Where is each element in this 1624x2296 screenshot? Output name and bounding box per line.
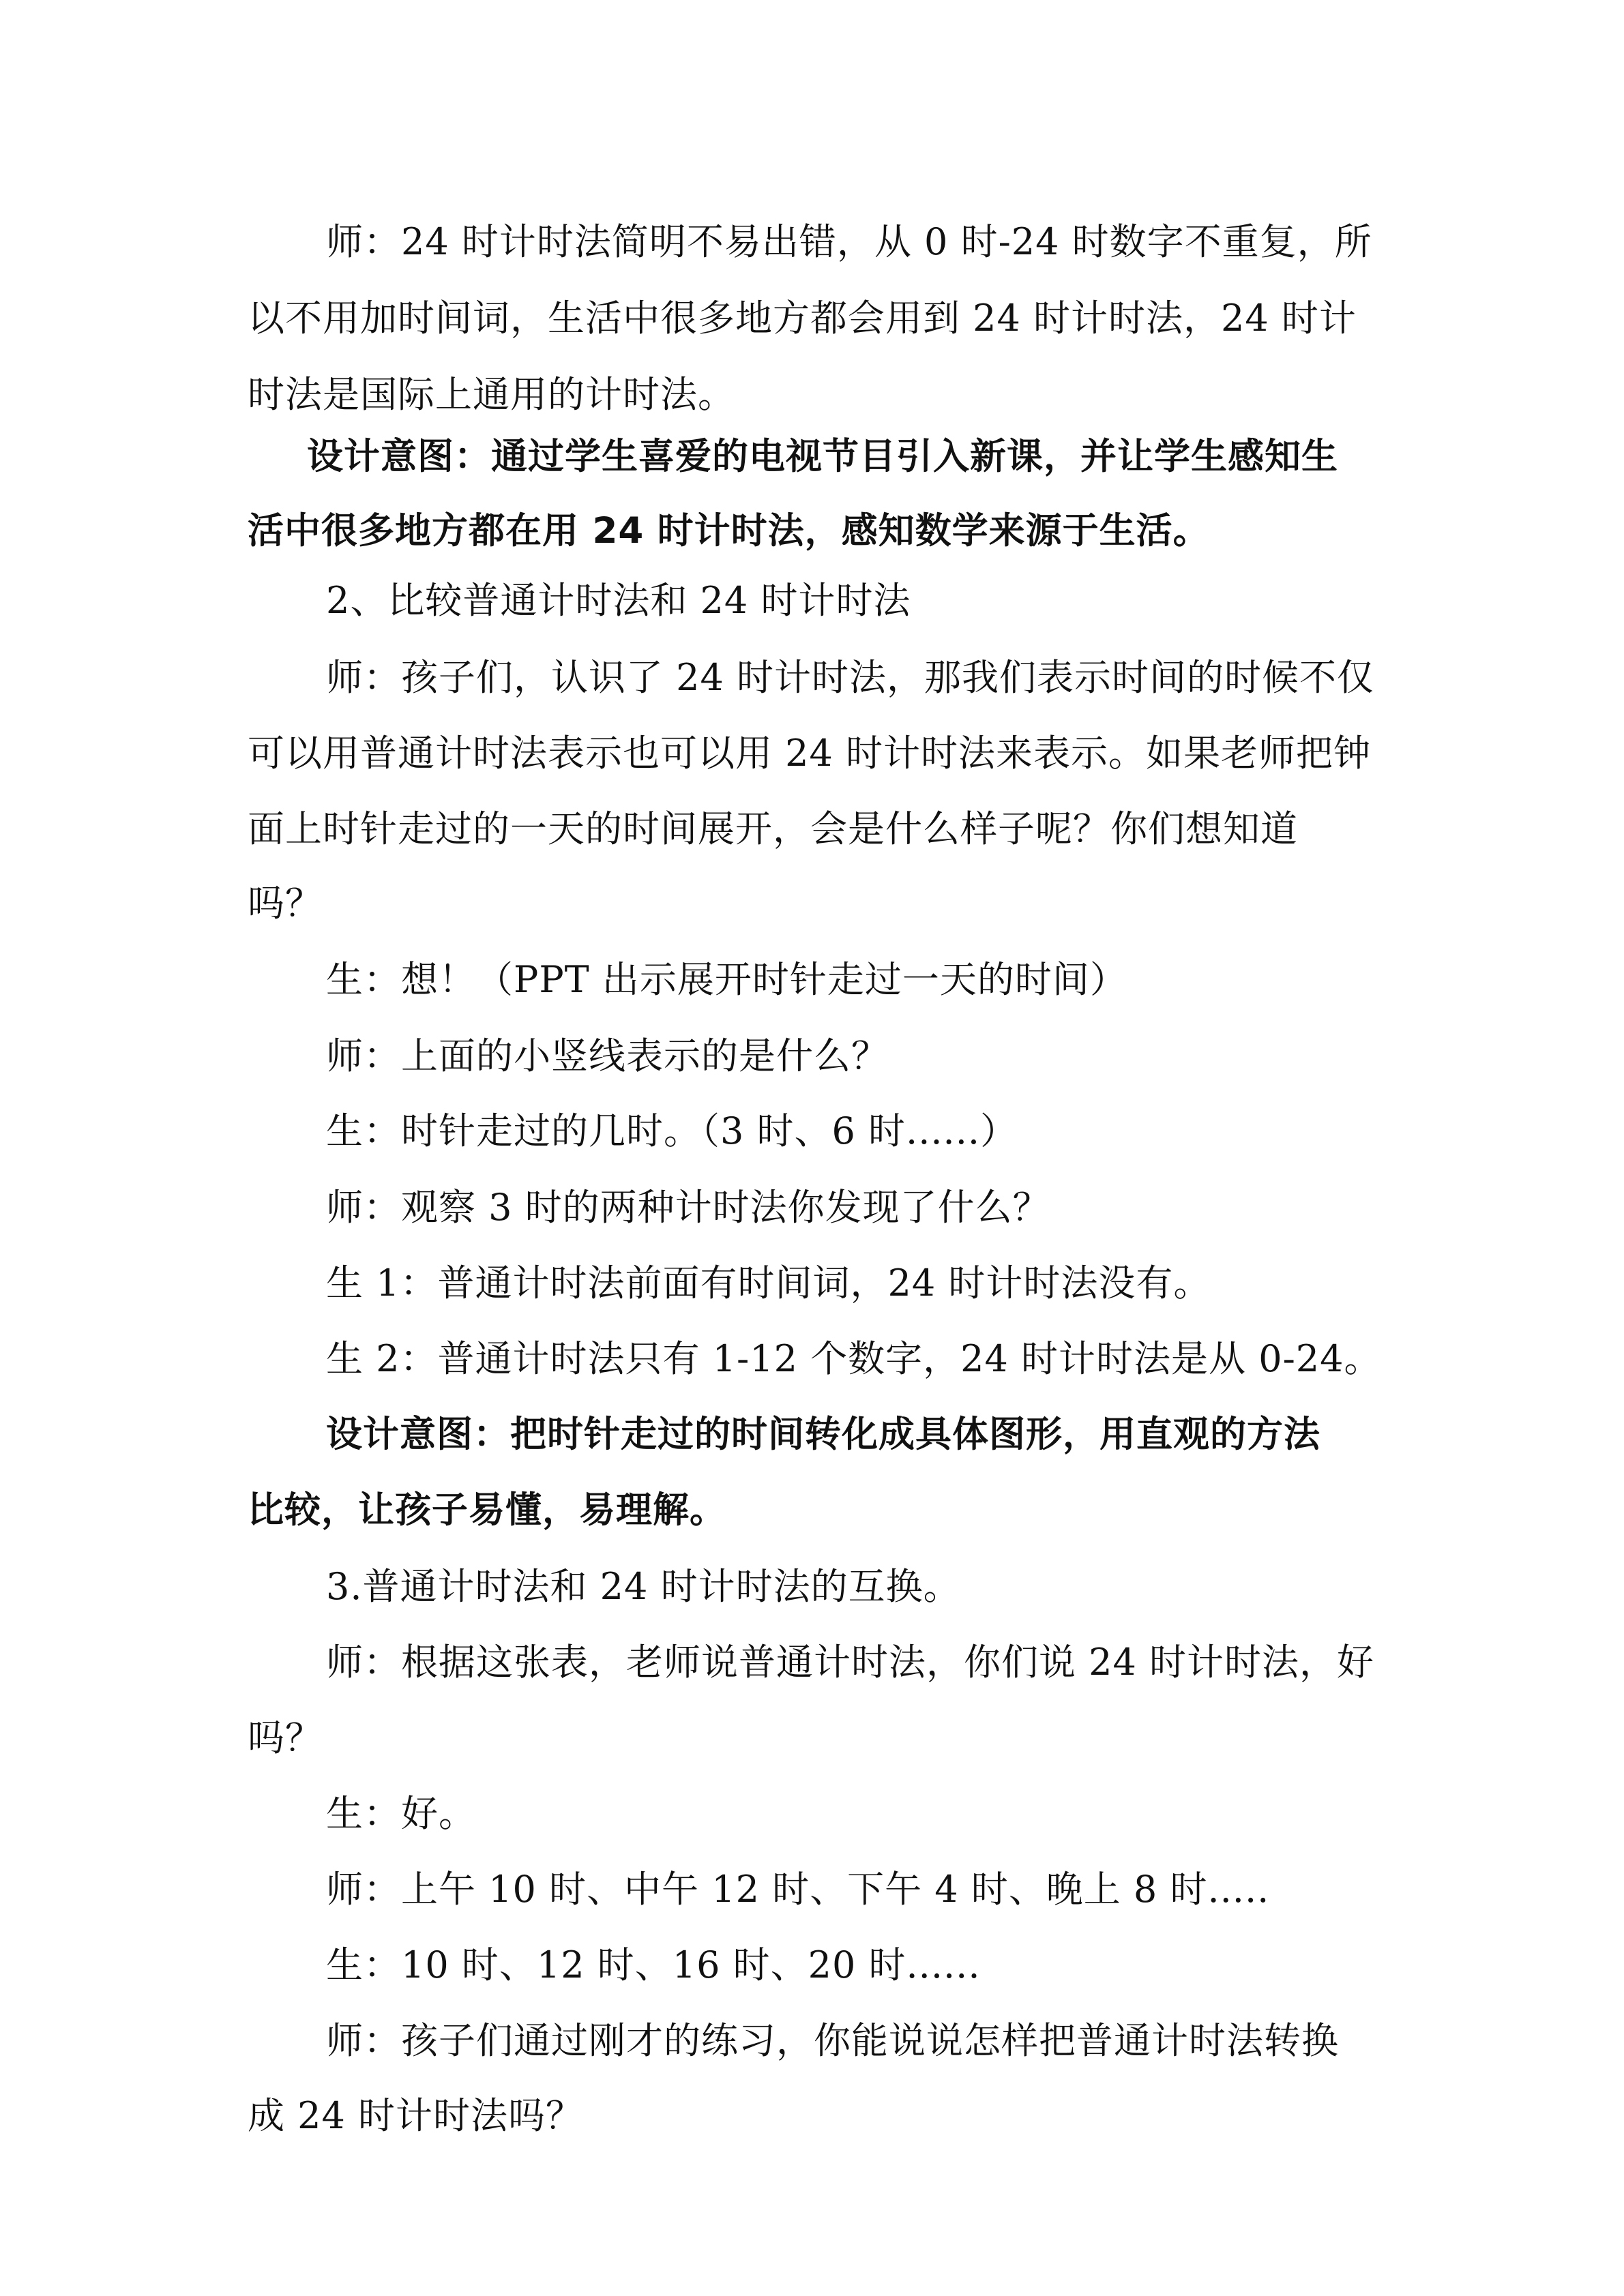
paragraph-line: 生 1：普通计时法前面有时间词，24 时计时法没有。: [326, 1262, 1211, 1304]
paragraph-line: 以不用加时间词，生活中很多地方都会用到 24 时计时法，24 时计: [248, 297, 1357, 340]
section-heading: 3.普通计时法和 24 时计时法的互换。: [326, 1565, 961, 1608]
paragraph-line: 师：上午 10 时、中午 12 时、下午 4 时、晚上 8 时.....: [326, 1868, 1270, 1911]
paragraph-line: 师：孩子们通过刚才的练习，你能说说怎样把普通计时法转换: [326, 2019, 1339, 2062]
paragraph-line: 时法是国际上通用的计时法。: [248, 373, 735, 416]
paragraph-line: 成 24 时计时法吗？: [248, 2094, 584, 2137]
paragraph-line: 生：10 时、12 时、16 时、20 时......: [326, 1943, 981, 1986]
paragraph-line: 师：24 时计时法简明不易出错，从 0 时-24 时数字不重复，所: [326, 220, 1372, 263]
paragraph-line: 吗？: [248, 882, 323, 925]
paragraph-line: 可以用普通计时法表示也可以用 24 时计时法来表示。如果老师把钟: [248, 732, 1372, 775]
paragraph-line: 生：想！（PPT 出示展开时针走过一天的时间）: [326, 958, 1127, 1001]
design-intent-line: 设计意图：通过学生喜爱的电视节目引入新课，并让学生感知生: [307, 436, 1338, 477]
design-intent-line: 比较，让孩子易懂，易理解。: [248, 1489, 726, 1531]
paragraph-line: 面上时针走过的一天的时间展开，会是什么样子呢？你们想知道: [248, 807, 1298, 850]
section-heading: 2、比较普通计时法和 24 时计时法: [326, 579, 911, 622]
paragraph-line: 师：观察 3 时的两种计时法你发现了什么？: [326, 1186, 1050, 1229]
paragraph-line: 师：根据这张表，老师说普通计时法，你们说 24 时计时法，好: [326, 1641, 1375, 1684]
paragraph-line: 吗？: [248, 1716, 323, 1759]
paragraph-line: 生：好。: [326, 1792, 476, 1835]
paragraph-line: 生 2：普通计时法只有 1-12 个数字，24 时计时法是从 0-24。: [326, 1337, 1382, 1380]
paragraph-line: 生：时针走过的几时。（3 时、6 时......）: [326, 1109, 1018, 1152]
paragraph-line: 师：上面的小竖线表示的是什么？: [326, 1034, 889, 1077]
design-intent-line: 设计意图：把时针走过的时间转化成具体图形，用直观的方法: [326, 1414, 1320, 1455]
design-intent-line: 活中很多地方都在用 24 时计时法，感知数学来源于生活。: [248, 510, 1210, 552]
paragraph-line: 师：孩子们，认识了 24 时计时法，那我们表示时间的时候不仅: [326, 656, 1375, 699]
